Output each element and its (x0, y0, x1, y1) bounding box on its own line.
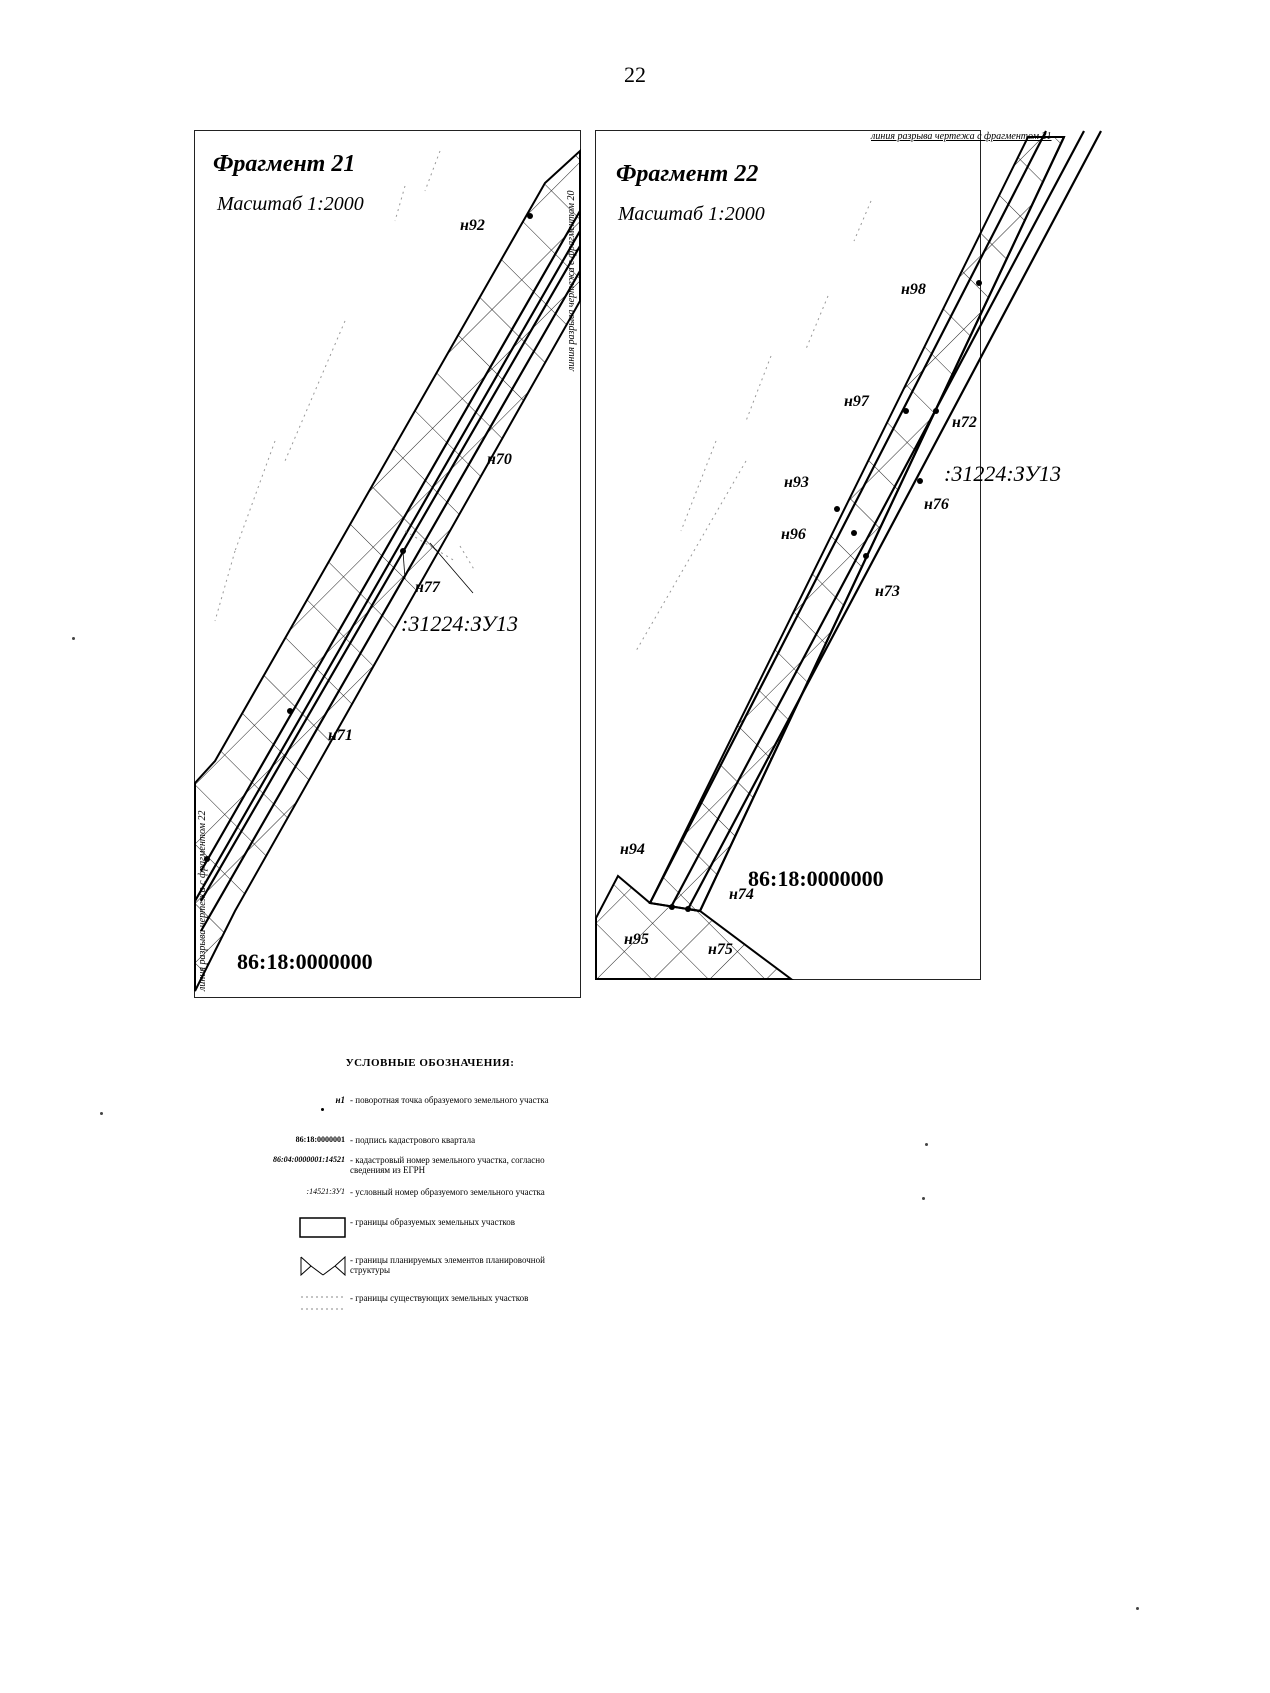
cadastral-quarter-label: 86:18:0000000 (748, 866, 884, 891)
point-label-n94: н94 (620, 841, 645, 858)
point-label-n75: н75 (708, 941, 733, 958)
point-label-n76: н76 (924, 496, 949, 513)
legend-item-planning-boundary (255, 1255, 585, 1283)
parcel-label: :31224:ЗУ13 (944, 461, 1062, 486)
fragment-21-drawing (195, 131, 580, 997)
fragment-22-map (595, 130, 1062, 980)
point-label-n73: н73 (875, 583, 900, 600)
cadastral-quarter-label: 86:18:0000000 (237, 949, 373, 974)
point-label-n92: н92 (460, 217, 485, 234)
point-label-n70: н70 (487, 451, 512, 468)
existing-boundary-swatch-icon (299, 1293, 347, 1315)
fragment-21-scale: Масштаб 1:2000 (217, 193, 364, 215)
break-line-label-right: линия разрыва чертежа с фрагментом 20 (566, 190, 577, 371)
legend-desc-cadastral-number: - кадастровый номер земельного участка, согласно сведениям из ЕГРН (350, 1155, 545, 1175)
planning-element-hatch (596, 137, 1064, 979)
legend-item-parcel-boundary (255, 1217, 585, 1245)
point-label-n74: н74 (729, 886, 754, 903)
break-line-label-top: линия разрыва чертежа с фрагментом 21 (871, 131, 1052, 142)
fragment-21-title: Фрагмент 21 (213, 151, 356, 177)
break-line-label-left: линия разрыва чертежа с фрагментом 22 (197, 810, 208, 991)
legend-item-cadastral-number (255, 1155, 585, 1179)
fragment-22-title: Фрагмент 22 (616, 161, 759, 187)
legend-desc-point: - поворотная точка образуемого земельного участка (350, 1095, 549, 1105)
scan-speck (72, 637, 75, 640)
legend-symbol-cadastral-number: 86:04:0000001:14521 (273, 1155, 345, 1164)
point-label-n93: н93 (784, 474, 809, 491)
point-label-n98: н98 (901, 281, 926, 298)
scan-speck (925, 1143, 928, 1146)
legend-item-existing-boundary (255, 1293, 585, 1321)
parcel-label: :31224:ЗУ13 (401, 611, 519, 636)
scan-speck (922, 1197, 925, 1200)
legend-desc-conditional-number: - условный номер образуемого земельного участка (350, 1187, 545, 1197)
fragment-22-scale: Масштаб 1:2000 (618, 203, 765, 225)
point-label-n96: н96 (781, 526, 806, 543)
fragment-21-map (194, 130, 581, 998)
parcel-boundary-swatch-icon (299, 1217, 347, 1239)
planning-element-hatch (195, 151, 580, 991)
legend-item-conditional-number (255, 1187, 585, 1211)
legend-desc-quarter: - подпись кадастрового квартала (350, 1135, 476, 1145)
point-label-n97: н97 (844, 393, 869, 410)
page-number: 22 (624, 62, 646, 87)
point-label-n95: н95 (624, 931, 649, 948)
point-label-n72: н72 (952, 414, 977, 431)
fragment-22-drawing (596, 131, 980, 979)
legend-desc-parcel-boundary: - границы образуемых земельных участков (350, 1217, 516, 1227)
point-label-n71: н71 (328, 727, 353, 744)
planning-boundary-swatch-icon (299, 1255, 347, 1277)
legend-symbol-quarter: 86:18:0000001 (295, 1135, 345, 1144)
point-label-n77: н77 (415, 579, 440, 596)
legend (255, 1057, 585, 1303)
legend-title: УСЛОВНЫЕ ОБОЗНАЧЕНИЯ: (345, 1057, 515, 1069)
point-marker-icon (321, 1108, 324, 1111)
legend-item-turning-point (255, 1097, 585, 1127)
legend-symbol-conditional-number: :14521:ЗУ1 (306, 1187, 345, 1196)
legend-symbol-point: н1 (335, 1095, 345, 1105)
scan-speck (100, 1112, 103, 1115)
legend-item-quarter (255, 1135, 585, 1149)
legend-desc-existing-boundary: - границы существующих земельных участков (350, 1293, 529, 1303)
scan-speck (1136, 1607, 1139, 1610)
legend-desc-planning-boundary: - границы планируемых элементов планировочной структуры (350, 1255, 545, 1275)
